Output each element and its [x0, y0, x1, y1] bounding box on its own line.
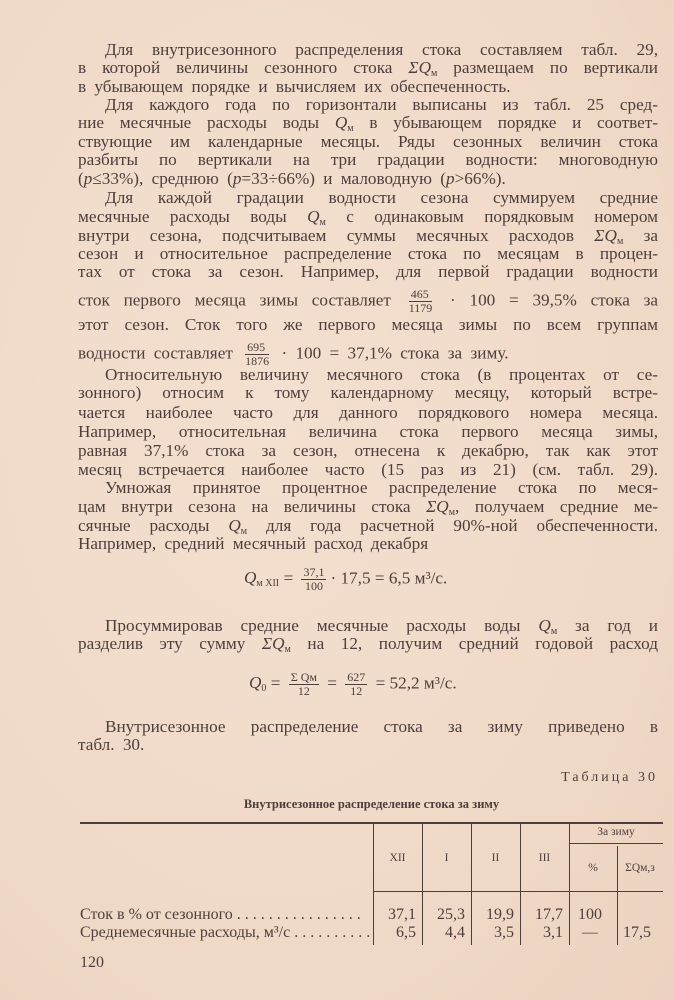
- table-cell: —: [582, 924, 598, 941]
- text-line: [78, 383, 658, 403]
- text-run: разбиты по вертикали на три градации водности: многоводную: [78, 150, 658, 169]
- symbol: Q: [228, 516, 241, 535]
- text-run: за: [623, 226, 659, 245]
- text-run: внутри сезона, подсчитываем суммы месячных расходов: [78, 226, 595, 245]
- text-line: [78, 77, 658, 97]
- text-run: месячные расходы воды: [78, 207, 308, 226]
- text-run: этот сезон. Сток того же первого месяца зимы по всем группам: [78, 315, 658, 334]
- text-run: · 17,5 = 6,5 м³/с.: [330, 568, 448, 588]
- text-run: в убывающем порядке и вычисляем их обеспеченность.: [78, 77, 511, 96]
- subscript: м: [284, 644, 291, 655]
- text-line: [105, 717, 658, 737]
- fraction: [245, 341, 269, 368]
- text-line: [78, 497, 658, 517]
- text-run: (: [78, 169, 84, 188]
- symbol: Q: [244, 568, 257, 588]
- text-line: [105, 95, 658, 115]
- symbol: ΣQ: [261, 634, 285, 653]
- group-header: За зиму: [597, 826, 635, 838]
- text-line: [78, 287, 658, 315]
- symbol: Q: [307, 207, 320, 226]
- text-line: [78, 150, 658, 170]
- denominator: 12: [350, 684, 363, 698]
- column-header: III: [538, 852, 551, 864]
- text-run: в убывающем порядке и соответ-: [353, 113, 658, 132]
- row-label: Среднемесячные расходы, м³/с . . . . . . . . . .: [80, 924, 370, 941]
- subscript: м XII: [256, 578, 280, 590]
- text-run: = 52,2 м³/с.: [371, 673, 457, 693]
- subscript: м: [616, 236, 624, 247]
- text-run: Например, относительная величина стока первого месяца зимы,: [78, 422, 658, 441]
- fraction: [301, 566, 326, 593]
- text-run: сток первого месяца зимы составляет: [78, 290, 405, 310]
- text-line: [78, 735, 658, 755]
- sub-header: %: [588, 862, 598, 874]
- text-run: ние месячные расходы воды: [78, 113, 335, 132]
- text-line: [105, 616, 658, 636]
- symbol: Q: [538, 616, 551, 635]
- text-line: [78, 516, 658, 536]
- math-symbol: [446, 169, 455, 188]
- table-label: Таблица 30: [561, 770, 658, 785]
- fraction: [345, 671, 367, 698]
- page-number: 120: [80, 954, 104, 971]
- formula1: [244, 566, 447, 593]
- symbol: ΣQ: [408, 58, 432, 77]
- text-run: равная 37,1% стока за сезон, отнесена к декабрю, так как этот: [78, 441, 658, 460]
- text-line: [78, 262, 658, 282]
- symbol: Q: [334, 113, 348, 132]
- text-run: ≤33%), среднюю (: [92, 169, 233, 188]
- symbol: ΣQ: [594, 226, 617, 245]
- fraction: [409, 288, 433, 315]
- text-line: [78, 132, 658, 152]
- numerator: 695: [245, 341, 269, 355]
- text-run: Относительную величину месячного стока (в процентах от се-: [105, 365, 658, 384]
- text-line: [78, 207, 658, 227]
- text-run: с одинаковым порядковым номером: [325, 207, 658, 226]
- text-run: в которой величины сезонного стока: [78, 58, 409, 77]
- table-cell: 37,1: [388, 906, 416, 923]
- text-run: чается наиболее часто для данного порядкового номера месяца.: [78, 403, 658, 422]
- text-line: [78, 340, 658, 368]
- table-cell: 17,7: [535, 906, 563, 923]
- text-line: [78, 244, 658, 264]
- text-run: Например, средний месячный расход декабря: [78, 534, 429, 553]
- math-symbol: [538, 616, 557, 635]
- math-symbol: [249, 673, 267, 695]
- subscript: м: [347, 123, 354, 134]
- text-run: цам внутри сезона на величины стока: [78, 497, 427, 516]
- table-cell: 3,5: [494, 924, 514, 941]
- subscript: м: [319, 217, 326, 228]
- math-symbol: [244, 568, 280, 590]
- text-run: =33÷66%) и маловодную (: [241, 169, 446, 188]
- math-symbol: [307, 207, 326, 226]
- text-line: [78, 441, 658, 461]
- math-symbol: [262, 634, 291, 653]
- text-run: тах от стока за сезон. Например, для первой градации водности: [78, 262, 658, 281]
- text-line: [78, 113, 658, 133]
- text-run: ствующие им календарные месяцы. Ряды сезонных величин стока: [78, 132, 658, 151]
- text-run: Внутрисезонное распределение стока за зиму приведено в: [105, 717, 658, 736]
- table-cell: 100: [578, 906, 602, 923]
- math-symbol: [335, 113, 354, 132]
- text-run: разделив эту сумму: [78, 634, 262, 653]
- math-symbol: [228, 516, 247, 535]
- text-run: · 100 = 39,5% стока за: [436, 290, 658, 310]
- subscript: 0: [261, 683, 267, 695]
- text-line: [78, 534, 658, 554]
- table-title: Внутрисезонное распределение стока за зиму: [243, 797, 500, 811]
- text-run: для года расчетной 90%-ной обеспеченности.: [247, 516, 658, 535]
- text-run: , получаем средние ме-: [455, 497, 659, 516]
- text-run: табл. 30.: [78, 735, 145, 754]
- denominator: 100: [304, 579, 323, 593]
- text-line: [78, 460, 658, 480]
- symbol: Q: [249, 673, 262, 693]
- text-line: [105, 478, 658, 498]
- math-symbol: [408, 58, 437, 77]
- text-line: [78, 422, 658, 442]
- text-line: [105, 188, 658, 208]
- text-run: сячные расходы: [78, 516, 229, 535]
- symbol: p: [232, 169, 242, 188]
- text-line: [78, 403, 658, 423]
- text-line: [78, 315, 658, 335]
- symbol: ΣQ: [426, 497, 449, 516]
- table-cell: 17,5: [623, 924, 651, 941]
- header-bottom-rule: [373, 891, 663, 892]
- text-run: Для внутрисезонного распределения стока составляем табл. 29,: [105, 40, 658, 59]
- text-run: =: [279, 568, 298, 588]
- text-run: =: [322, 673, 342, 693]
- text-line: [78, 169, 658, 189]
- text-run: на 12, получим средний годовой расход: [290, 634, 658, 653]
- text-run: >66%).: [454, 169, 506, 188]
- text-run: водности составляет: [78, 343, 242, 363]
- text-line: [105, 40, 658, 60]
- column-header: I: [444, 852, 449, 864]
- table-cell: 25,3: [437, 906, 465, 923]
- denominator: 12: [297, 684, 310, 698]
- denominator: 1179: [408, 301, 433, 315]
- table-cell: 6,5: [396, 924, 416, 941]
- text-run: Умножая принятое процентное распределение стока по меся-: [105, 478, 658, 497]
- formula2: [249, 671, 457, 698]
- symbol: p: [83, 169, 93, 188]
- text-run: · 100 = 37,1% стока за зиму.: [273, 343, 509, 363]
- math-symbol: [426, 497, 455, 516]
- table-cell: 4,4: [445, 924, 465, 941]
- text-run: Для каждого года по горизонтали выписаны из табл. 25 сред-: [105, 95, 658, 114]
- text-line: [78, 58, 658, 78]
- text-line: [78, 226, 658, 246]
- row-label: Сток в % от сезонного . . . . . . . . . . . . . . . .: [80, 906, 361, 923]
- text-line: [105, 365, 658, 385]
- group-header-rule: [569, 843, 663, 844]
- table-cell: 3,1: [543, 924, 563, 941]
- text-run: Для каждой градации водности сезона суммируем средние: [105, 188, 658, 207]
- text-line: [78, 634, 658, 654]
- subscript: м: [448, 507, 456, 518]
- numerator: 37,1: [303, 565, 325, 579]
- subscript: м: [240, 526, 248, 537]
- text-run: Просуммировав средние месячные расходы воды: [105, 616, 539, 635]
- math-symbol: [594, 226, 623, 245]
- table-cell: 19,9: [486, 906, 514, 923]
- text-run: размещаем по вертикали: [437, 58, 658, 77]
- sub-header: ΣQм,з: [625, 862, 655, 874]
- numerator: 465: [409, 288, 433, 302]
- text-run: сезон и относительное распределение стока по месяцам в процен-: [78, 244, 658, 263]
- text-run: за год и: [557, 616, 658, 635]
- table-top-rule: [80, 822, 663, 824]
- subscript: м: [431, 68, 438, 79]
- text-run: зонного) относим к тому календарному месяцу, который встре-: [78, 383, 658, 402]
- symbol: p: [446, 169, 455, 188]
- numerator: 627: [347, 670, 366, 684]
- fraction: [289, 671, 319, 698]
- text-run: месяц встречается наиболее часто (15 раз из 21) (см. табл. 29).: [78, 460, 658, 479]
- column-header: II: [491, 852, 500, 864]
- subscript: м: [550, 626, 558, 637]
- denominator: 1876: [245, 354, 270, 368]
- text-run: =: [266, 673, 285, 693]
- column-header: XII: [389, 852, 406, 864]
- numerator: Σ Qм: [290, 670, 317, 684]
